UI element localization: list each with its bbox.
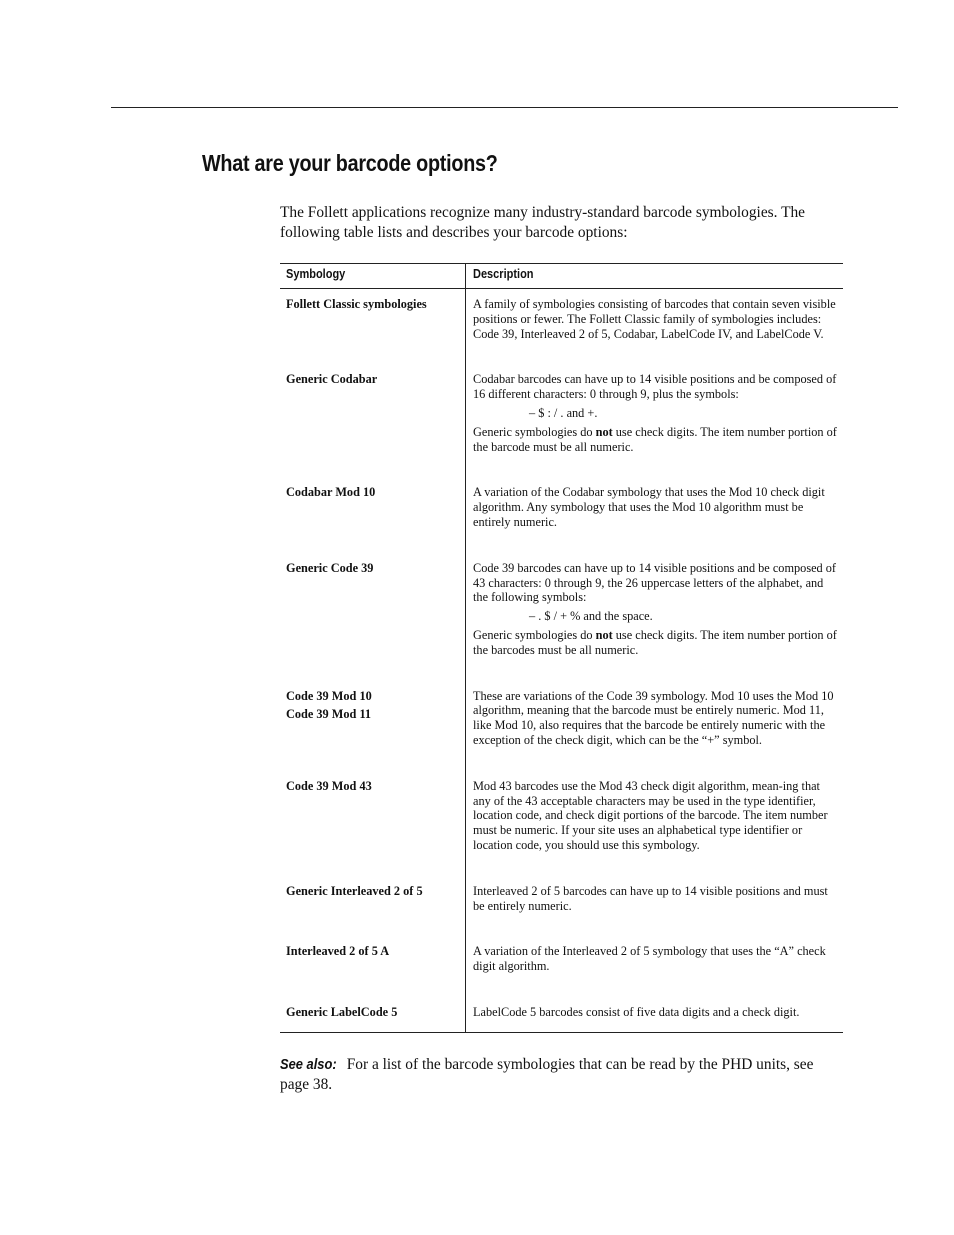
description-text: Interleaved 2 of 5 barcodes can have up to 14 visible positions and must be entirely numeric. bbox=[473, 883, 828, 913]
symbology-name: Generic LabelCode 5 bbox=[286, 1004, 398, 1019]
symbology-cell bbox=[280, 547, 466, 675]
symbology-name: Follett Classic symbologies bbox=[286, 297, 427, 311]
table-row bbox=[280, 289, 843, 358]
description-cell bbox=[466, 765, 843, 870]
description-text: These are variations of the Code 39 symbology. Mod 10 uses the Mod 10 algorithm, meaning that the barcode must be entirely numeric. Mod 11, like Mod 10, also requires that the barcode be entirely numeric with the exception of the check digit, which can be the “+” symbol. bbox=[473, 688, 834, 747]
symbology-cell bbox=[280, 675, 466, 765]
description-text: LabelCode 5 barcodes consist of five data digits and a check digit. bbox=[473, 1004, 800, 1019]
description-text-part: use check digits. The item number portion of the barcodes must be all numeric. bbox=[473, 627, 837, 657]
symbology-name: Code 39 Mod 43 bbox=[286, 778, 372, 793]
table-row bbox=[280, 930, 843, 991]
description-cell bbox=[466, 870, 843, 931]
description-cell bbox=[466, 930, 843, 991]
table-row bbox=[280, 870, 843, 931]
symbology-cell bbox=[280, 471, 466, 546]
description-text-part: Generic symbologies do bbox=[473, 627, 596, 642]
intro-paragraph: The Follett applications recognize many industry-standard barcode symbologies. The following table lists and describes your barcode options: bbox=[280, 204, 805, 241]
description-text-part: use check digits. The item number portion of the barcode must be all numeric. bbox=[473, 424, 837, 454]
description-text: Mod 43 barcodes use the Mod 43 check digit algorithm, mean-ing that any of the 43 acceptable characters may be used in the type identifier, location code, and check digit portions of the barcode. The item number must be numeric. If your site uses an alphabetical type identifier or location code, you should use this symbology. bbox=[473, 778, 828, 852]
description-text: A family of symbologies consisting of barcodes that contain seven visible positions or fewer. The Follett Classic family of symbologies includes: Code 39, Interleaved 2 of 5, Codabar, LabelCode IV, and LabelCode V. bbox=[473, 297, 836, 341]
table-row bbox=[280, 765, 843, 870]
symbology-cell bbox=[280, 358, 466, 471]
description-cell bbox=[466, 991, 843, 1032]
symbology-name: Generic Interleaved 2 of 5 bbox=[286, 883, 423, 898]
description-cell bbox=[466, 675, 843, 765]
table-row bbox=[280, 991, 843, 1032]
description-text bbox=[473, 425, 839, 455]
emphasis-text: not bbox=[595, 627, 613, 642]
description-cell bbox=[466, 289, 843, 358]
table-header bbox=[280, 263, 843, 289]
header-cell-description bbox=[466, 264, 843, 288]
symbol-list: – . $ / + % and the space. bbox=[529, 609, 653, 624]
symbology-name: Generic Codabar bbox=[286, 372, 378, 387]
symbology-cell bbox=[280, 991, 466, 1032]
table-row bbox=[280, 547, 843, 675]
symbology-name: Code 39 Mod 11 bbox=[286, 707, 372, 722]
header-label: Symbology bbox=[286, 267, 346, 281]
symbology-cell bbox=[280, 765, 466, 870]
description-text: Code 39 barcodes can have up to 14 visible positions and be composed of 43 characters: 0 through 9, the 26 uppercase letters of the alphabet, and the following symbols: bbox=[473, 560, 837, 605]
table-body bbox=[280, 289, 843, 1033]
symbology-name: Generic Code 39 bbox=[286, 560, 374, 575]
emphasis-text: not bbox=[595, 424, 613, 439]
description-text bbox=[473, 628, 839, 658]
see-also-label: See also: bbox=[280, 1056, 337, 1073]
table-row bbox=[280, 471, 843, 546]
description-cell bbox=[466, 471, 843, 546]
symbology-name: Code 39 Mod 10 bbox=[286, 688, 372, 703]
description-text-part: Generic symbologies do bbox=[473, 424, 596, 439]
symbology-cell bbox=[280, 289, 466, 358]
symbology-cell bbox=[280, 870, 466, 931]
description-text: Codabar barcodes can have up to 14 visible positions and be composed of 16 different characters: 0 through 9, plus the symbols: bbox=[473, 372, 837, 402]
description-text: A variation of the Codabar symbology that uses the Mod 10 check digit algorithm. Any symbology that uses the Mod 10 algorithm must be entirely numeric. bbox=[473, 485, 825, 529]
table-row bbox=[280, 675, 843, 765]
description-cell bbox=[466, 547, 843, 675]
symbol-list: – $ : / . and +. bbox=[529, 405, 598, 420]
see-also-note bbox=[280, 1055, 846, 1094]
table-row bbox=[280, 358, 843, 471]
symbology-cell bbox=[280, 930, 466, 991]
header-label: Description bbox=[473, 267, 534, 281]
see-also-text: For a list of the barcode symbologies that can be read by the PHD units, see page 38. bbox=[280, 1056, 814, 1093]
symbology-name: Interleaved 2 of 5 A bbox=[286, 944, 390, 959]
header-cell-symbology bbox=[280, 264, 466, 288]
page-title: What are your barcode options? bbox=[202, 150, 498, 176]
header-rule bbox=[111, 107, 898, 108]
barcode-options-table bbox=[280, 263, 843, 1033]
description-cell bbox=[466, 358, 843, 471]
symbology-name: Codabar Mod 10 bbox=[286, 485, 376, 500]
description-text: A variation of the Interleaved 2 of 5 symbology that uses the “A” check digit algorithm. bbox=[473, 944, 826, 974]
